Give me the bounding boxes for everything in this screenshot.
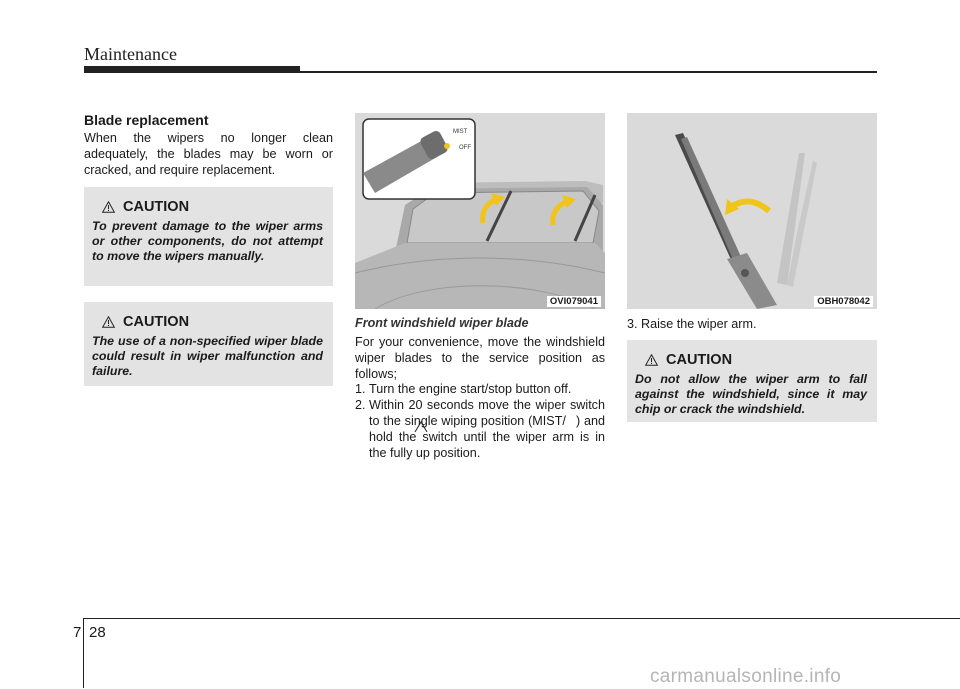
- steps-list: [355, 381, 605, 461]
- front-windshield-figure: [355, 113, 605, 309]
- caution-title: CAUTION: [666, 352, 733, 368]
- watermark: carmanualsonline.info: [650, 666, 842, 687]
- caution-text: To prevent damage to the wiper arms or other components, do not attempt to move the wipers manually.: [92, 219, 323, 263]
- blade-replacement-heading: Blade replacement: [84, 112, 209, 128]
- figure-caption: Front windshield wiper blade: [355, 316, 529, 330]
- header-rule: [300, 71, 877, 73]
- figure-code: OBH078042: [814, 296, 873, 307]
- caution-box-non-specified-blade: [84, 302, 333, 386]
- chapter-number: 7: [73, 624, 82, 641]
- footer-rule: [84, 618, 960, 619]
- mist-label: MIST: [453, 129, 468, 135]
- caution-box-wiper-fall: [627, 340, 877, 422]
- step-1: 1. Turn the engine start/stop button off.: [355, 382, 572, 396]
- off-label: OFF: [459, 145, 471, 151]
- section-title: Maintenance: [84, 44, 177, 64]
- warning-triangle-icon: [102, 316, 115, 328]
- caution-text: The use of a non-specified wiper blade could result in wiper malfunction and failure.: [92, 334, 323, 378]
- warning-triangle-icon: [102, 201, 115, 213]
- caution-title: CAUTION: [123, 199, 190, 215]
- step-2: 2. Within 20 seconds move the wiper switch to the single wiping position (MIST/ ) and hold the switch until the wiper arm is in the fully up position.: [355, 398, 605, 460]
- up-arrow-symbol-icon: [414, 421, 428, 433]
- raise-wiper-figure: [627, 113, 877, 309]
- page-number: 28: [89, 624, 106, 641]
- windshield-illustration: [355, 113, 605, 309]
- service-position-intro: For your convenience, move the windshield wiper blades to the service position as follows;: [355, 335, 605, 381]
- figure-code: OVI079041: [547, 296, 601, 307]
- warning-triangle-icon: [645, 354, 658, 366]
- footer-divider: [83, 618, 84, 688]
- blade-replacement-intro: When the wipers no longer clean adequately, the blades may be worn or cracked, and require replacement.: [84, 131, 333, 177]
- step-3: 3. Raise the wiper arm.: [627, 317, 757, 331]
- wiper-arm-illustration: [627, 113, 877, 309]
- caution-box-manual-move: [84, 187, 333, 286]
- caution-title: CAUTION: [123, 314, 190, 330]
- header-bar: [84, 66, 300, 73]
- caution-text: Do not allow the wiper arm to fall against the windshield, since it may chip or crack the windshield.: [635, 372, 867, 416]
